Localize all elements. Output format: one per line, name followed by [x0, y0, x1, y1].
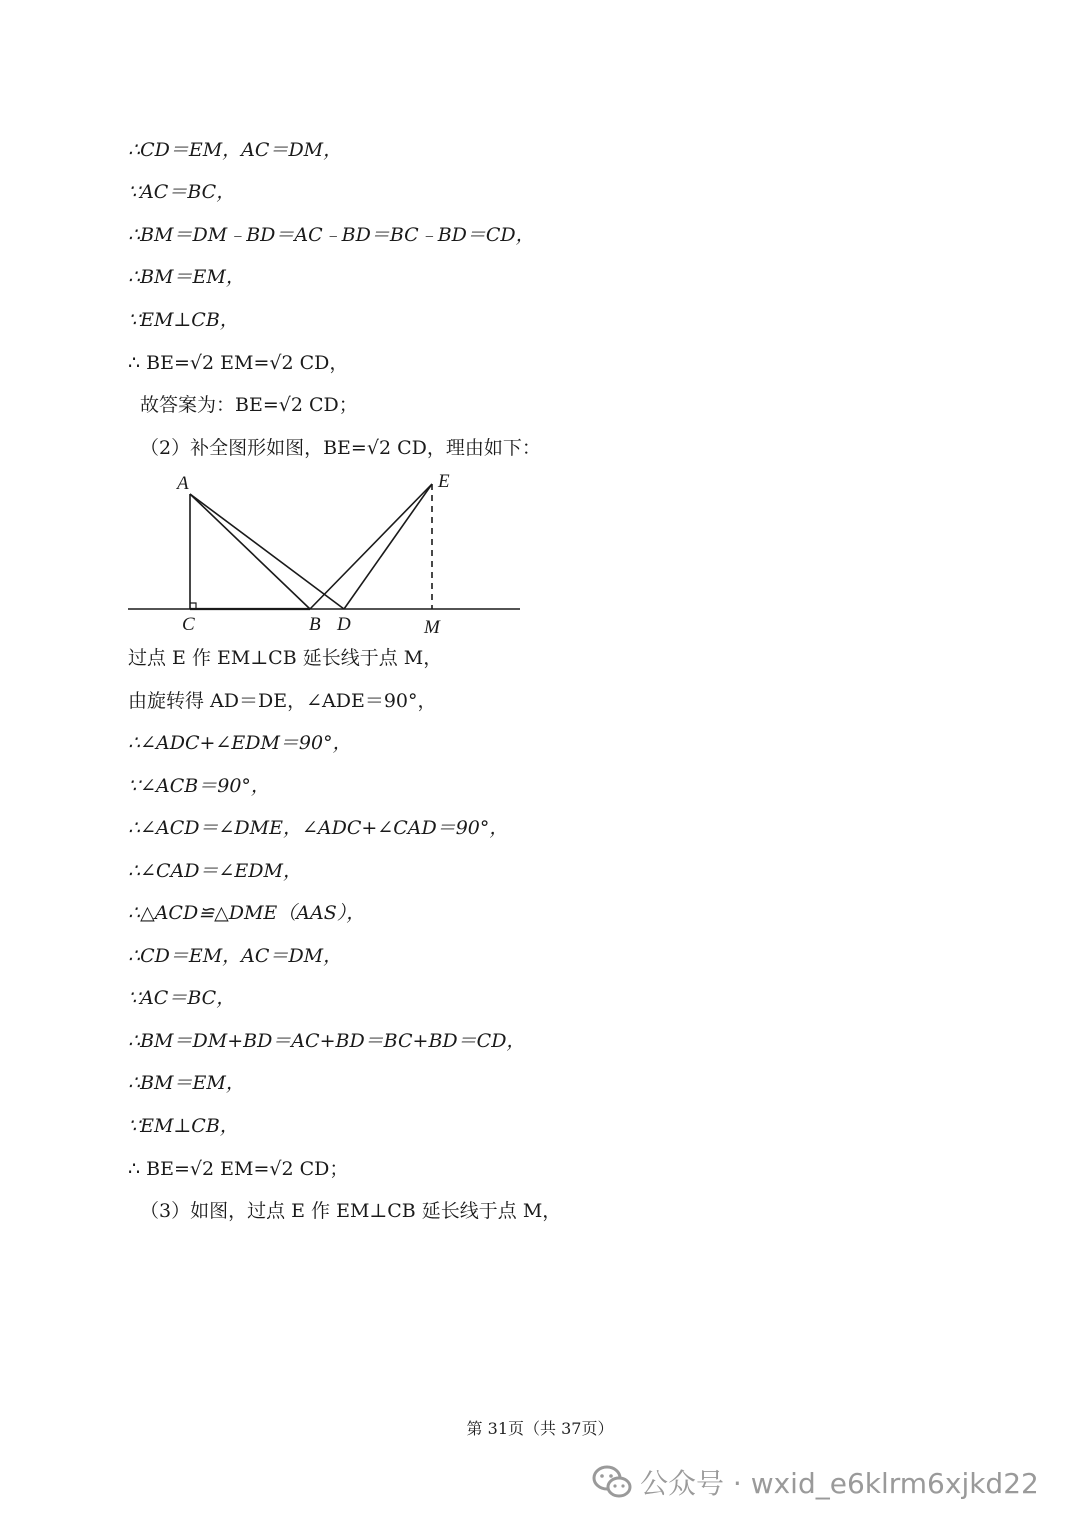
segment-de [344, 484, 432, 609]
proof-line-18: ∴BM＝DM+BD＝AC+BD＝BC+BD＝CD， [128, 1030, 526, 1052]
geometry-figure [120, 464, 540, 644]
proof-line-20: ∵EM⊥CB， [128, 1115, 239, 1137]
proof-line-14: ∴∠CAD＝∠EDM， [128, 860, 302, 882]
proof-line-6: ∴ BE=√2 EM=√2 CD， [128, 352, 349, 374]
proof-line-10: 由旋转得 AD＝DE，∠ADE＝90°， [128, 690, 437, 712]
part2-heading: （2）补全图形如图，BE=√2 CD，理由如下： [140, 437, 541, 459]
proof-line-12: ∵∠ACB＝90°， [128, 775, 270, 797]
proof-line-21: ∴ BE=√2 EM=√2 CD； [128, 1158, 349, 1180]
label-d: D [337, 614, 351, 635]
proof-line-2: ∵AC＝BC， [128, 181, 236, 203]
label-e: E [438, 471, 450, 492]
segment-ad [190, 494, 344, 609]
proof-line-5: ∵EM⊥CB， [128, 309, 239, 331]
proof-line-13: ∴∠ACD＝∠DME，∠ADC+∠CAD＝90°， [128, 817, 509, 839]
segment-be [310, 484, 432, 609]
answer-line: 故答案为：BE=√2 CD； [140, 394, 358, 416]
watermark-text: 公众号 · wxid_e6klrm6xjkd22 [640, 1467, 1039, 1500]
proof-line-17: ∵AC＝BC， [128, 987, 236, 1009]
wechat-icon [592, 1465, 632, 1499]
proof-line-19: ∴BM＝EM， [128, 1072, 245, 1094]
part3-heading: （3）如图，过点 E 作 EM⊥CB 延长线于点 M， [140, 1200, 562, 1222]
label-b: B [309, 614, 321, 635]
wechat-watermark [592, 1462, 1039, 1502]
segment-ab [190, 494, 310, 609]
proof-line-3: ∴BM＝DM﹣BD＝AC﹣BD＝BC﹣BD＝CD， [128, 224, 535, 246]
proof-line-11: ∴∠ADC+∠EDM＝90°， [128, 732, 352, 754]
label-c: C [182, 614, 195, 635]
proof-line-4: ∴BM＝EM， [128, 266, 245, 288]
proof-line-16: ∴CD＝EM，AC＝DM， [128, 945, 343, 967]
page-number-footer: 第 31页（共 37页） [466, 1419, 614, 1438]
label-m: M [424, 617, 440, 638]
label-a: A [177, 473, 189, 494]
proof-line-9: 过点 E 作 EM⊥CB 延长线于点 M， [128, 647, 443, 669]
proof-line-15: ∴△ACD≌△DME（AAS）， [128, 902, 366, 924]
proof-line-1: ∴CD＝EM，AC＝DM， [128, 139, 343, 161]
